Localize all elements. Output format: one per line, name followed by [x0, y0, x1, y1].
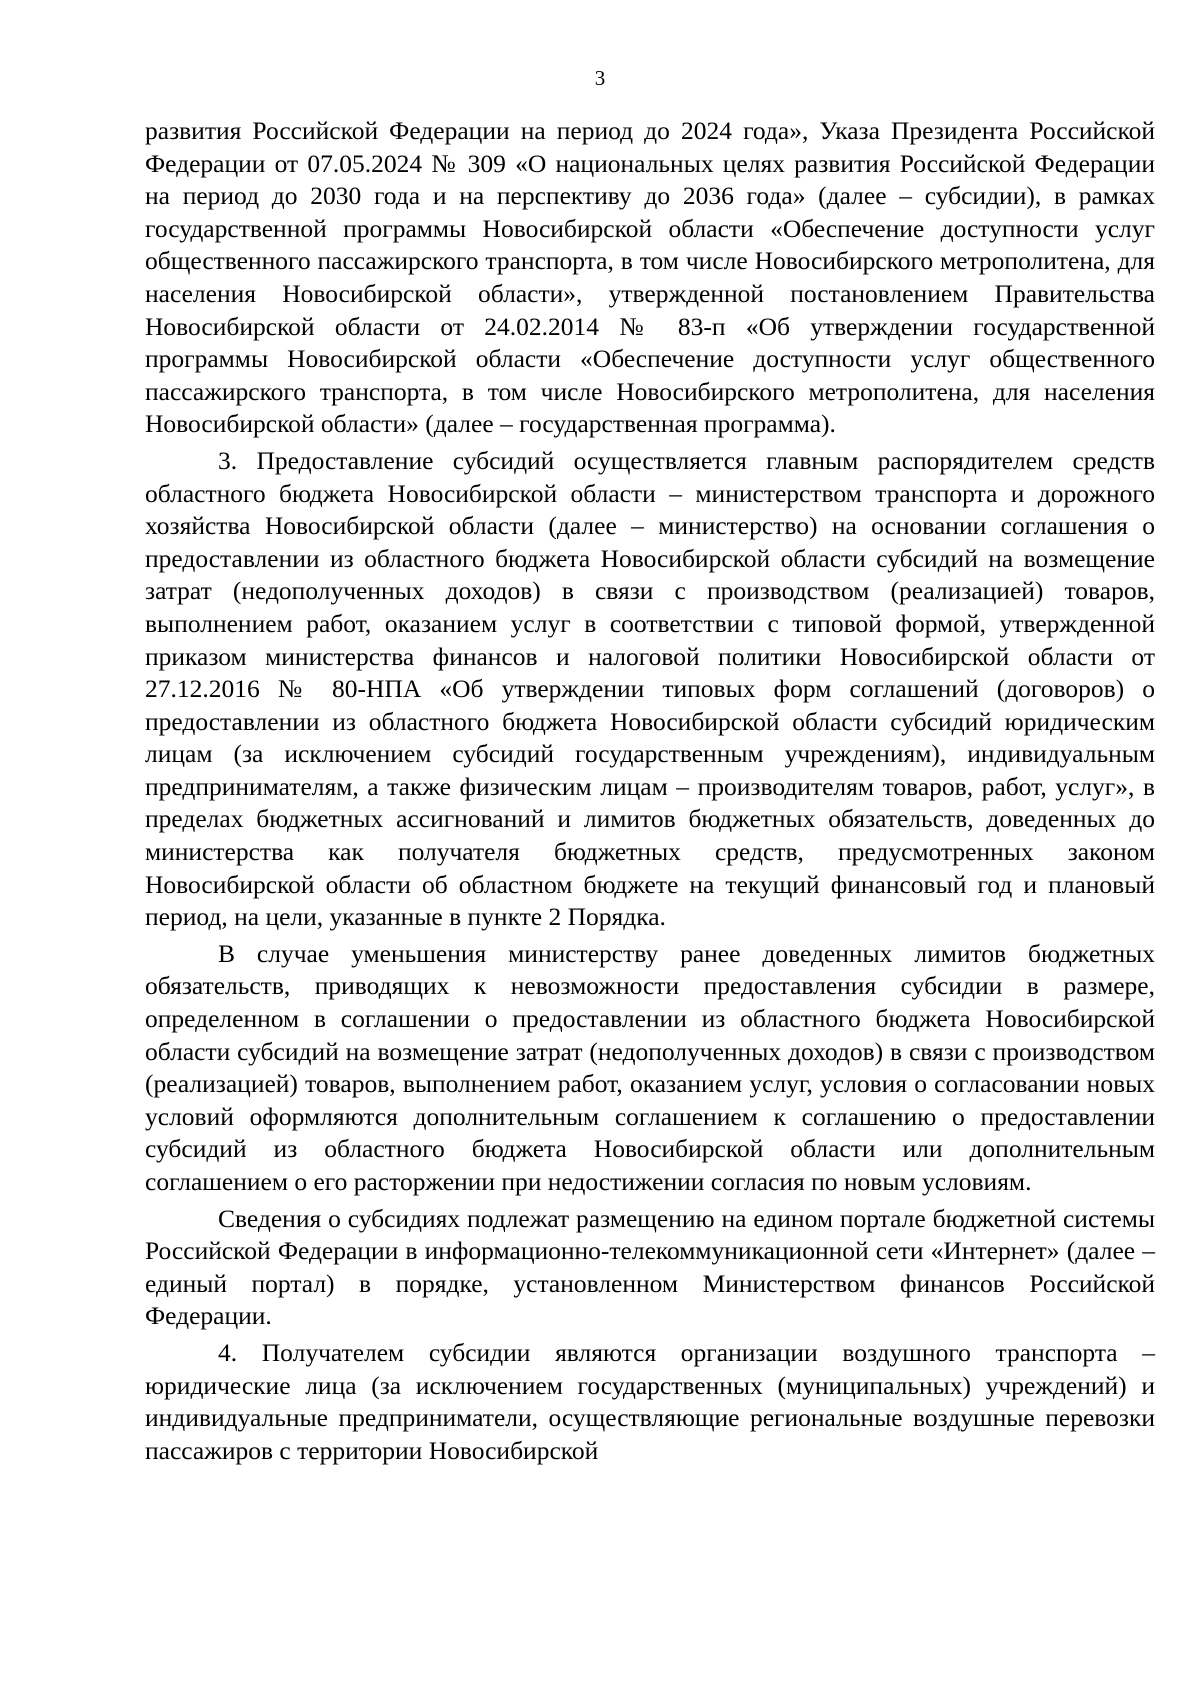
paragraph-continuation: развития Российской Федерации на период до 2024 года», Указа Президента Российской Федерации от 07.05.2024 № 309 «О национальных целях развития Российской Федерации на период до 2030 года и на перспективу до 2036 года» (далее – субсидии), в рамках государственной программы Новосибирской области «Обеспечение доступности услуг общественного пассажирского транспорта, в том числе Новосибирского метрополитена, для населения Новосибирской области», утвержденной постановлением Правительства Новосибирской области от 24.02.2014 № 83-п «Об утверждении государственной программы Новосибирской области «Обеспечение доступности услуг общественного пассажирского транспорта, в том числе Новосибирского метрополитена, для населения Новосибирской области» (далее – государственная программа). — [145, 116, 1155, 439]
paragraph-limits-reduction: В случае уменьшения министерству ранее доведенных лимитов бюджетных обязательств, приводящих к невозможности предоставления субсидии в размере, определенном в соглашении о предоставлении из областного бюджета Новосибирской области субсидий на возмещение затрат (недополученных доходов) в связи с производством (реализацией) товаров, выполнением работ, оказанием услуг, условия о согласовании новых условий оформляются дополнительным соглашением к соглашению о предоставлении субсидий из областного бюджета Новосибирской области или дополнительным соглашением о его расторжении при недостижении согласия по новым условиям. — [145, 938, 1155, 1196]
paragraph-item-3: 3. Предоставление субсидий осуществляется главным распорядителем средств областного бюджета Новосибирской области – министерством транспорта и дорожного хозяйства Новосибирской области (далее – министерство) на основании соглашения о предоставлении из областного бюджета Новосибирской области субсидий на возмещение затрат (недополученных доходов) в связи с производством (реализацией) товаров, выполнением работ, оказанием услуг в соответствии с типовой формой, утвержденной приказом министерства финансов и налоговой политики Новосибирской области от 27.12.2016 № 80-НПА «Об утверждении типовых форм соглашений (договоров) о предоставлении из областного бюджета Новосибирской области субсидий юридическим лицам (за исключением субсидий государственным учреждениям), индивидуальным предпринимателям, а также физическим лицам – производителям товаров, работ, услуг», в пределах бюджетных ассигнований и лимитов бюджетных обязательств, доведенных до министерства как получателя бюджетных средств, предусмотренных законом Новосибирской области об областном бюджете на текущий финансовый год и плановый период, на цели, указанные в пункте 2 Порядка. — [145, 445, 1155, 932]
document-body — [145, 115, 1155, 1467]
paragraph-portal-info: Сведения о субсидиях подлежат размещению на едином портале бюджетной системы Российской Федерации в информационно-телекоммуникационной сети «Интернет» (далее – единый портал) в порядке, установленном Министерством финансов Российской Федерации. — [145, 1203, 1155, 1331]
page-number: 3 — [594, 66, 606, 90]
paragraph-item-4: 4. Получателем субсидии являются организации воздушного транспорта – юридические лица (за исключением государственных (муниципальных) учреждений) и индивидуальные предприниматели, осуществляющие региональные воздушные перевозки пассажиров с территории Новосибирской — [145, 1337, 1155, 1465]
